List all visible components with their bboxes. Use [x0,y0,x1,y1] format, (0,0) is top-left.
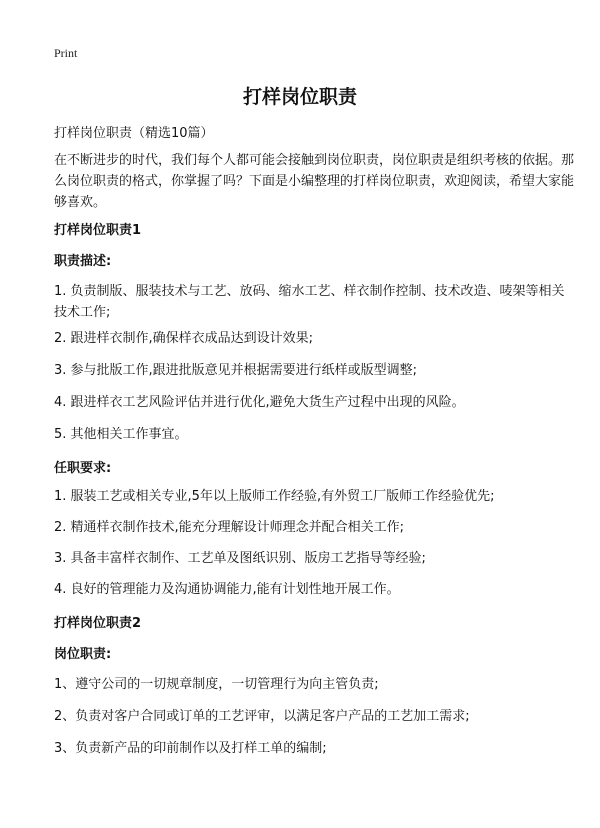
list-item: 1、遵守公司的一切规章制度，一切管理行为向主管负责; [54,677,379,692]
list-item: 4. 跟进样衣工艺风险评估并进行优化,避免大货生产过程中出现的风险。 [54,395,465,410]
list-item: 4. 良好的管理能力及沟通协调能力,能有计划性地开展工作。 [54,582,400,597]
list-item: 2、负责对客户合同或订单的工艺评审，以满足客户产品的工艺加工需求; [54,709,470,724]
document-subtitle: 打样岗位职责（精选10篇） [54,126,214,141]
list-item: 2. 精通样衣制作技术,能充分理解设计师理念并配合相关工作; [54,520,405,535]
list-item: 5. 其他相关工作事宜。 [54,427,188,442]
job-duties-heading: 岗位职责: [54,647,112,662]
list-item: 3、负责新产品的印前制作以及打样工单的编制; [54,741,327,756]
list-item: 3. 参与批版工作,跟进批版意见并根据需要进行纸样或版型调整; [54,363,418,378]
list-item: 2. 跟进样衣制作,确保样衣成品达到设计效果; [54,331,314,346]
list-item: 3. 具备丰富样衣制作、工艺单及图纸识别、版房工艺指导等经验; [54,551,426,566]
print-link[interactable]: Print [54,46,78,60]
list-item: 1. 负责制版、服装技术与工艺、放码、缩水工艺、样衣制作控制、技术改造、唛架等相关技术工作; [54,284,565,320]
list-item: 1. 服装工艺或相关专业,5年以上版师工作经验,有外贸工厂版师工作经验优先; [54,489,495,504]
section-2-heading: 打样岗位职责2 [54,616,142,631]
requirements-heading: 任职要求: [54,461,112,476]
section-1-heading: 打样岗位职责1 [54,223,142,238]
document-title: 打样岗位职责 [242,86,357,108]
job-description-heading: 职责描述: [54,254,112,269]
intro-paragraph: 在不断进步的时代，我们每个人都可能会接触到岗位职责，岗位职责是组织考核的依据。那么岗位职责的格式，你掌握了吗？下面是小编整理的打样岗位职责，欢迎阅读，希望大家能够喜欢。 [54,153,575,210]
